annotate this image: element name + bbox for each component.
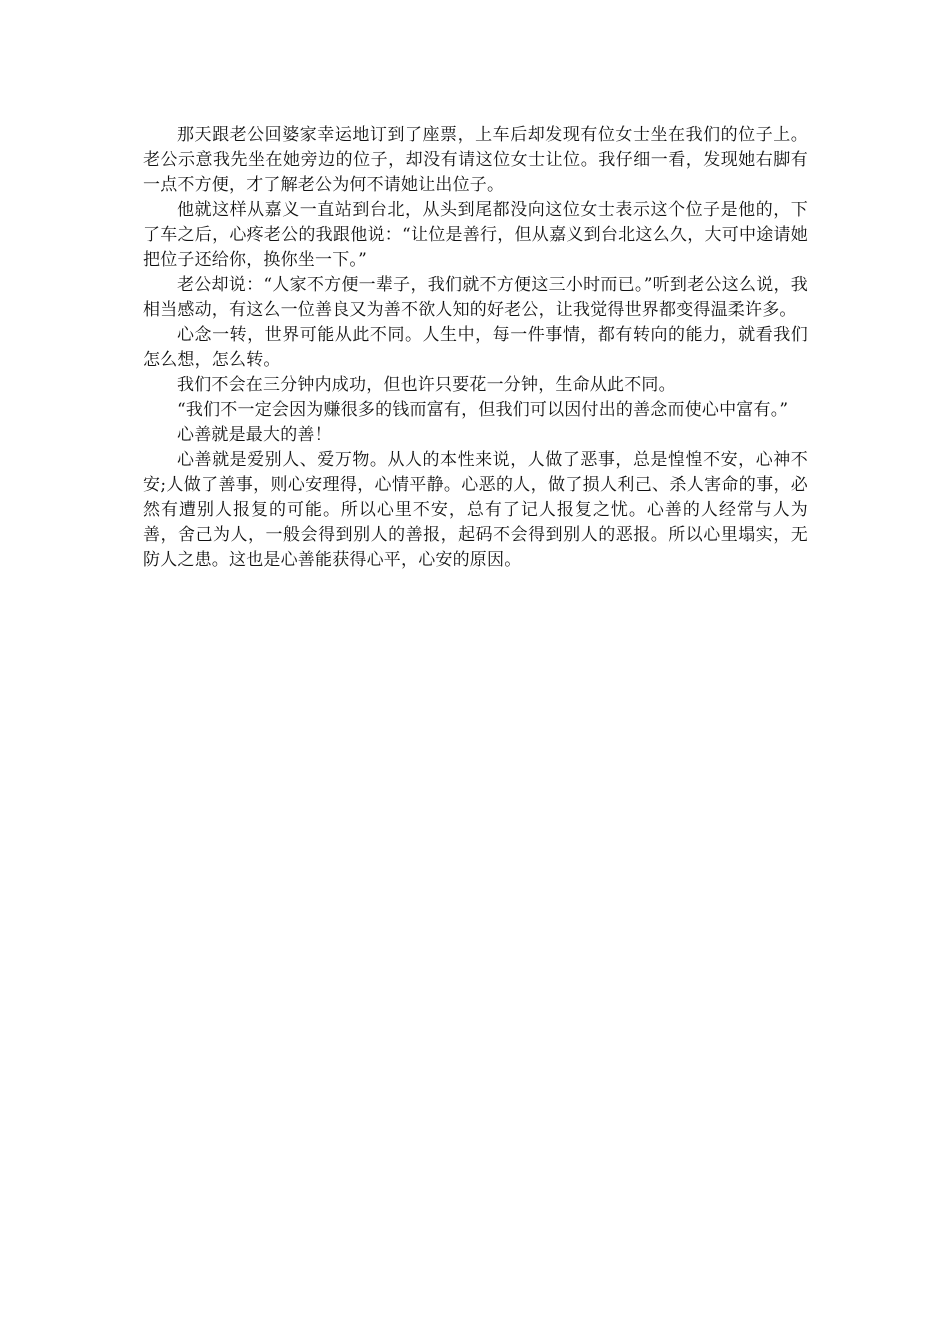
paragraph: 心善就是爱别人、爱万物。从人的本性来说，人做了恶事，总是惶惶不安，心神不安;人做了善事，则心安理得，心情平静。心恶的人，做了损人利己、杀人害命的事，必然有遭别人报复的可能。所以心里不安，总有了记人报复之忧。心善的人经常与人为善，舍己为人，一般会得到别人的善报，起码不会得到别人的恶报。所以心里塌实，无防人之患。这也是心善能获得心平，心安的原因。 [143, 450, 808, 570]
paragraph: 我们不会在三分钟内成功，但也许只要花一分钟，生命从此不同。 [177, 375, 676, 395]
paragraph: 心念一转，世界可能从此不同。人生中，每一件事情，都有转向的能力，就看我们怎么想，怎么转。 [143, 325, 808, 370]
paragraph: 老公却说：“人家不方便一辈子，我们就不方便这三小时而已。”听到老公这么说，我相当感动，有这么一位善良又为善不欲人知的好老公，让我觉得世界都变得温柔许多。 [143, 275, 808, 320]
paragraph: 他就这样从嘉义一直站到台北，从头到尾都没向这位女士表示这个位子是他的，下了车之后，心疼老公的我跟他说：“让位是善行，但从嘉义到台北这么久，大可中途请她把位子还给你，换你坐一下。” [143, 200, 808, 270]
paragraph: 那天跟老公回婆家幸运地订到了座票，上车后却发现有位女士坐在我们的位子上。老公示意我先坐在她旁边的位子，却没有请这位女士让位。我仔细一看，发现她右脚有一点不方便，才了解老公为何不请她让出位子。 [143, 125, 808, 195]
paragraph: 心善就是最大的善！ [177, 425, 332, 445]
article-body [143, 123, 808, 573]
paragraph: “我们不一定会因为赚很多的钱而富有，但我们可以因付出的善念而使心中富有。” [177, 400, 789, 420]
